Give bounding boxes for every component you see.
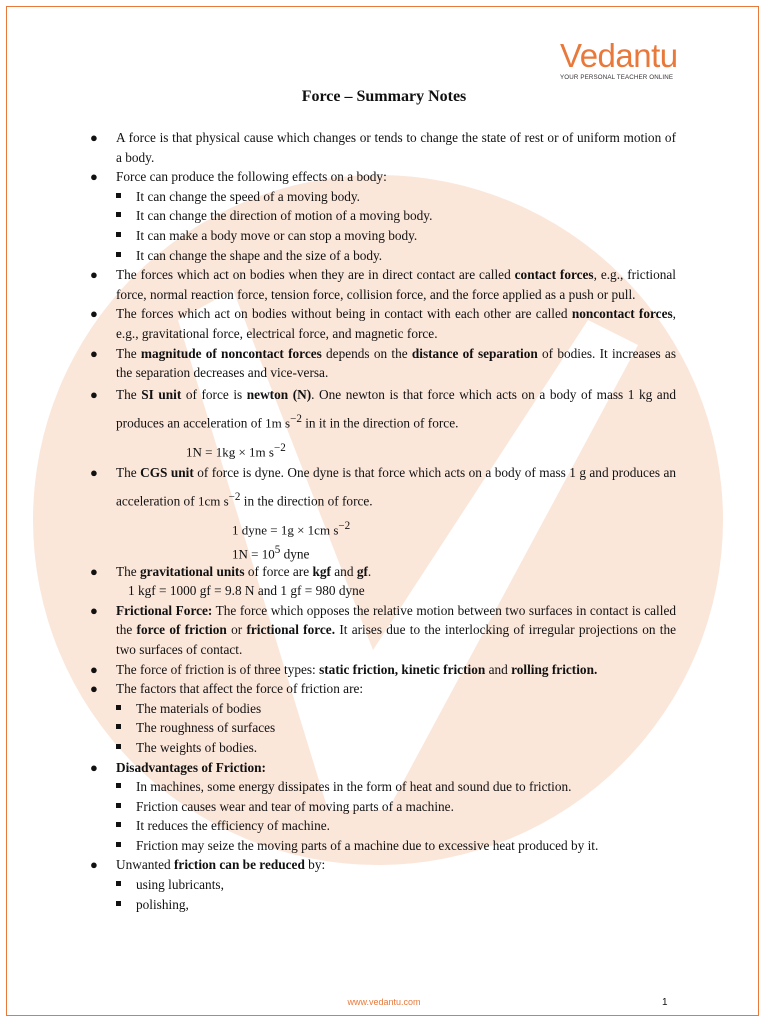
bullet-icon: ● <box>90 857 98 873</box>
bullet-icon: ● <box>90 267 98 283</box>
square-bullet-icon <box>116 744 121 749</box>
list-item: The weights of bodies. <box>0 738 768 758</box>
bullet-icon: ● <box>90 759 98 775</box>
note-disadvantages: ● Disadvantages of Friction: <box>0 758 768 778</box>
notes-content <box>0 128 768 914</box>
page-title: Force – Summary Notes <box>301 88 467 105</box>
bullet-icon: ● <box>90 169 98 185</box>
square-bullet-icon <box>116 252 121 257</box>
square-bullet-icon <box>116 881 121 886</box>
square-bullet-icon <box>116 232 121 237</box>
square-bullet-icon <box>116 705 121 710</box>
note-definition: ● A force is that physical cause which changes or tends to change the state of rest or of uniform motion of a body. <box>90 130 676 165</box>
page-number: 1 <box>662 997 668 1008</box>
list-item: Friction may seize the moving parts of a machine due to excessive heat produced by it. <box>0 836 768 856</box>
square-bullet-icon <box>116 724 121 729</box>
square-bullet-icon <box>116 822 121 827</box>
note-reduce-friction: ● Unwanted friction can be reduced by: <box>0 855 768 875</box>
bullet-icon: ● <box>90 306 98 322</box>
square-bullet-icon <box>116 803 121 808</box>
list-item: using lubricants, <box>0 875 768 895</box>
note-cgs-unit: ● The CGS unit of force is dyne. One dyne is that force which acts on a body of mass 1 g and produces an acceleration of 1cm $s^{-2}$ in the direction of force. <box>0 461 768 513</box>
square-bullet-icon <box>116 212 121 217</box>
note-frictional-force: ● Frictional Force: The force which opposes the relative motion between two surfaces in contact is called the force of friction or frictional force. It arises due to the interlocking of irregular projections on the two surfaces of contact. <box>90 602 677 657</box>
square-bullet-icon <box>116 193 121 198</box>
vedantu-logo <box>560 38 690 88</box>
bullet-icon: ● <box>90 563 98 579</box>
list-item: It can change the direction of motion of a moving body. <box>0 206 768 226</box>
list-item: Friction causes wear and tear of moving parts of a machine. <box>0 797 768 817</box>
bullet-icon: ● <box>90 681 98 697</box>
equation-si: 1N = 1kg × 1m $s^{-2}$ <box>186 442 286 460</box>
logo-tagline: YOUR PERSONAL TEACHER ONLINE <box>560 74 674 81</box>
note-friction-factors: ● The factors that affect the force of friction are: <box>0 679 768 699</box>
bullet-icon: ● <box>90 602 98 618</box>
bullet-icon: ● <box>90 386 98 402</box>
bullet-icon: ● <box>90 130 98 145</box>
note-noncontact-forces: ● The forces which act on bodies without being in contact with each other are called noncontact forces, e.g., gravitational force, electrical force, and magnetic force. <box>90 306 676 341</box>
note-friction-types: ● The force of friction is of three types: static friction, kinetic friction and rolling friction. <box>0 660 768 680</box>
bullet-icon: ● <box>90 465 98 481</box>
equation-cgs-dyne: 1 dyne = 1g × 1cm $s^{-2}$ <box>232 519 351 537</box>
list-item: It reduces the efficiency of machine. <box>0 816 768 836</box>
logo-wordmark: Vedantu <box>560 37 678 74</box>
list-item: The materials of bodies <box>0 699 768 719</box>
note-gravitational-units: ● The gravitational units of force are kgf and gf. <box>0 562 768 582</box>
note-contact-forces: ● The forces which act on bodies when they are in direct contact are called contact forces, e.g., frictional force, normal reaction force, tension force, collision force, and the force applied as a push or pull. <box>90 267 676 302</box>
bullet-icon: ● <box>90 661 98 677</box>
note-effects-intro: ● Force can produce the following effects on a body: <box>0 167 768 187</box>
note-noncontact-magnitude: ● The magnitude of noncontact forces depends on the distance of separation of bodies. It increases as the separation decreases and vice-versa. <box>90 345 676 381</box>
list-item: It can change the speed of a moving body. <box>0 187 768 207</box>
list-item: The roughness of surfaces <box>0 718 768 738</box>
equation-newton-dyne: $1N = 10^5$ dyne <box>232 543 310 561</box>
square-bullet-icon <box>116 842 121 847</box>
square-bullet-icon <box>116 901 121 906</box>
square-bullet-icon <box>116 783 121 788</box>
footer-url[interactable]: www.vedantu.com <box>347 997 421 1007</box>
list-item: polishing, <box>0 895 768 915</box>
note-si-unit: ● The SI unit of force is newton (N). One newton is that force which acts on a body of mass 1 kg and produces an acceleration of 1m $s^{-2}$ in it in the direction of force. <box>0 383 768 435</box>
list-item: In machines, some energy dissipates in the form of heat and sound due to friction. <box>0 777 768 797</box>
bullet-icon: ● <box>90 345 98 361</box>
gravitational-conversion: 1 kgf = 1000 gf = 9.8 N and 1 gf = 980 dyne <box>128 583 365 599</box>
list-item: It can make a body move or can stop a moving body. <box>0 226 768 246</box>
list-item: It can change the shape and the size of a body. <box>0 246 768 266</box>
